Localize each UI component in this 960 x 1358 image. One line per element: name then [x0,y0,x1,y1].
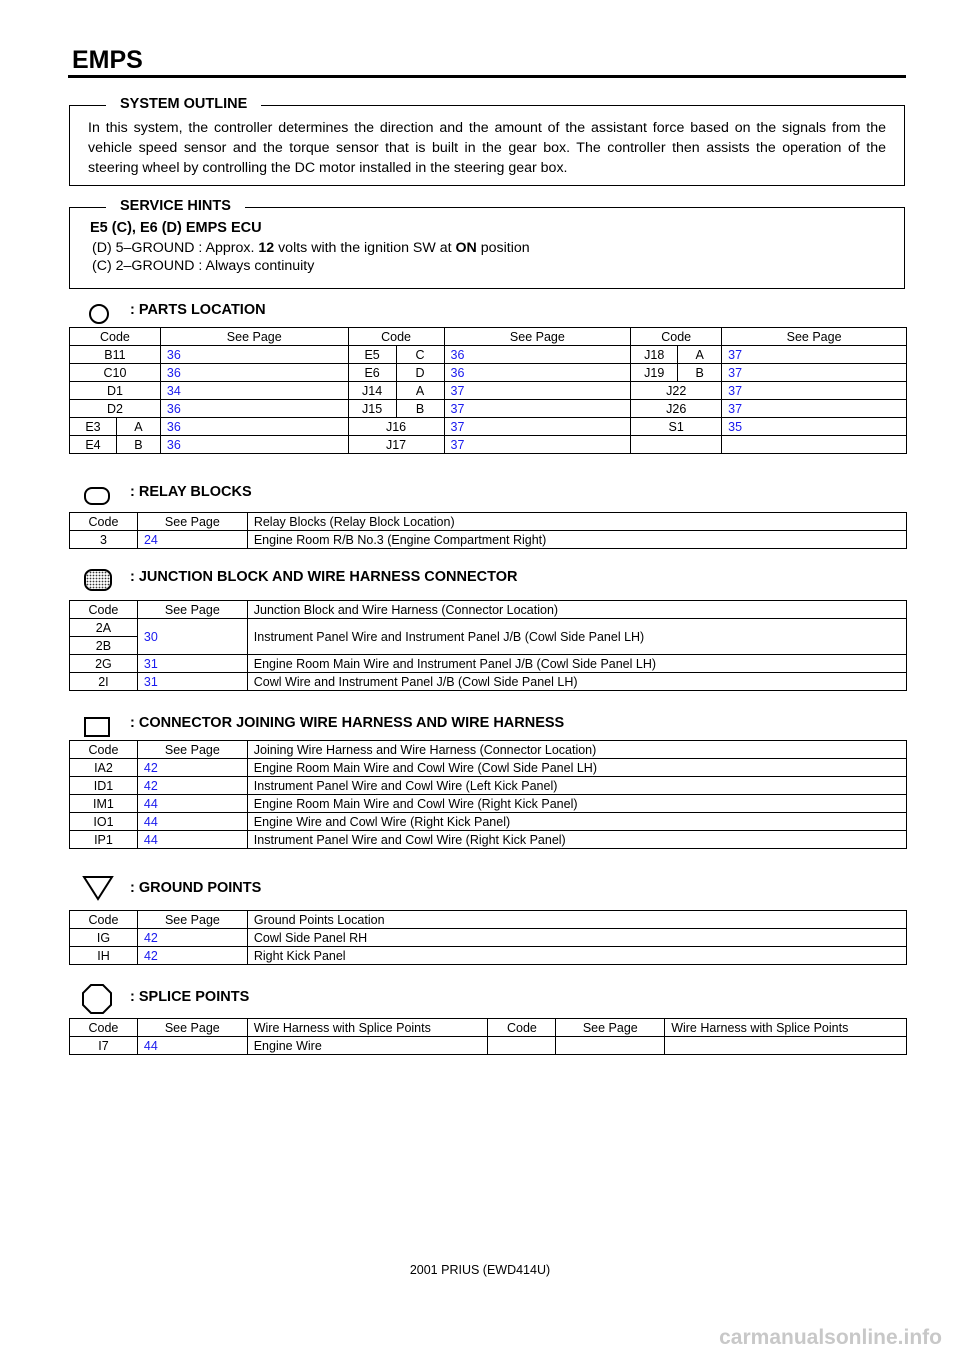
location-cell: Instrument Panel Wire and Cowl Wire (Left Kick Panel) [247,777,906,795]
hint-text: position [476,240,530,256]
table-row [70,813,907,831]
see-page-link[interactable]: 37 [444,382,631,400]
part-code: J17 [348,436,444,454]
column-header: Code [631,328,722,346]
see-page-link[interactable]: 31 [137,673,247,691]
column-header: See Page [137,601,247,619]
column-header: See Page [137,513,247,531]
column-header: Code [70,911,138,929]
part-connector-letter: B [116,436,160,454]
see-page-link[interactable]: 36 [160,400,348,418]
column-header: Code [70,601,138,619]
code-cell: 3 [70,531,138,549]
location-cell: Engine Room Main Wire and Cowl Wire (Cowl Side Panel LH) [247,759,906,777]
column-header: Joining Wire Harness and Wire Harness (Connector Location) [247,741,906,759]
part-code: J14 [348,382,396,400]
see-page-link[interactable]: 44 [137,813,247,831]
parts-location-table [69,327,907,454]
column-header: Code [70,1019,138,1037]
code-cell: IP1 [70,831,138,849]
part-code: D1 [70,382,161,400]
see-page-link[interactable]: 44 [137,831,247,849]
table-header-row [70,513,907,531]
hint-text: (D) 5–GROUND : Approx. [92,240,259,256]
column-header: Code [70,741,138,759]
location-cell [665,1037,907,1055]
table-row [70,759,907,777]
code-cell: ID1 [70,777,138,795]
part-connector-letter: D [396,364,444,382]
service-hints-ecu: E5 (C), E6 (D) EMPS ECU [90,220,262,236]
part-code: E5 [348,346,396,364]
column-header: Code [348,328,444,346]
relay-block-icon [83,486,111,506]
junction-block-heading: : JUNCTION BLOCK AND WIRE HARNESS CONNECTOR [130,569,518,585]
part-code: D2 [70,400,161,418]
see-page-link[interactable]: 36 [160,436,348,454]
part-code [631,436,722,454]
splice-point-icon [81,983,113,1015]
location-cell: Cowl Wire and Instrument Panel J/B (Cowl Side Panel LH) [247,673,906,691]
service-hints-label: SERVICE HINTS [106,198,245,214]
ground-point-icon [81,874,115,902]
code-cell: IH [70,947,138,965]
part-code: J19 [631,364,678,382]
table-row [70,531,907,549]
ground-points-heading: : GROUND POINTS [130,880,262,896]
see-page-link[interactable]: 42 [137,759,247,777]
see-page-link[interactable]: 35 [722,418,907,436]
see-page-link[interactable]: 24 [137,531,247,549]
table-row [70,1037,907,1055]
location-cell: Instrument Panel Wire and Cowl Wire (Right Kick Panel) [247,831,906,849]
relay-blocks-heading: : RELAY BLOCKS [130,484,252,500]
see-page-link[interactable]: 37 [722,346,907,364]
column-header: See Page [137,741,247,759]
code-cell: 2I [70,673,138,691]
part-code: E6 [348,364,396,382]
part-connector-letter: B [396,400,444,418]
part-code: C10 [70,364,161,382]
column-header: Ground Points Location [247,911,906,929]
table-row [70,418,907,436]
location-cell: Engine Wire [247,1037,488,1055]
part-connector-letter: A [396,382,444,400]
see-page-link[interactable]: 30 [137,619,247,655]
table-row [70,795,907,813]
connector-table [69,740,907,849]
location-cell: Engine Room Main Wire and Instrument Panel J/B (Cowl Side Panel LH) [247,655,906,673]
table-row [70,929,907,947]
system-outline-label: SYSTEM OUTLINE [106,96,261,112]
see-page-link[interactable]: 36 [160,364,348,382]
column-header: Junction Block and Wire Harness (Connector Location) [247,601,906,619]
see-page-link[interactable]: 42 [137,777,247,795]
location-cell: Right Kick Panel [247,947,906,965]
table-row [70,619,907,637]
page-footer: 2001 PRIUS (EWD414U) [409,1263,551,1277]
table-row [70,947,907,965]
location-cell: Engine Wire and Cowl Wire (Right Kick Panel) [247,813,906,831]
column-header: Wire Harness with Splice Points [665,1019,907,1037]
column-header: See Page [722,328,907,346]
watermark: carmanualsonline.info [719,1326,942,1349]
table-header-row [70,601,907,619]
column-header: Wire Harness with Splice Points [247,1019,488,1037]
table-row [70,436,907,454]
table-row [70,673,907,691]
location-cell: Cowl Side Panel RH [247,929,906,947]
junction-block-table [69,600,907,691]
part-code: J18 [631,346,678,364]
see-page-link[interactable]: 44 [137,1037,247,1055]
part-code: B11 [70,346,161,364]
junction-block-icon [83,568,113,592]
part-code: J15 [348,400,396,418]
table-row [70,400,907,418]
column-header: Code [70,328,161,346]
connector-icon [83,716,111,738]
table-header-row [70,1019,907,1037]
see-page-link[interactable]: 37 [444,418,631,436]
hint-on: ON [455,240,477,256]
location-cell: Instrument Panel Wire and Instrument Panel J/B (Cowl Side Panel LH) [247,619,906,655]
see-page-link [556,1037,665,1055]
part-connector-letter: A [678,346,722,364]
column-header: See Page [444,328,631,346]
table-row [70,382,907,400]
table-row [70,364,907,382]
part-connector-letter: A [116,418,160,436]
code-cell: IO1 [70,813,138,831]
see-page-link[interactable]: 44 [137,795,247,813]
see-page-link[interactable]: 42 [137,947,247,965]
parts-location-heading: : PARTS LOCATION [130,302,266,318]
part-code: S1 [631,418,722,436]
relay-blocks-table [69,512,907,549]
column-header: Relay Blocks (Relay Block Location) [247,513,906,531]
code-cell: 2G [70,655,138,673]
column-header: See Page [137,1019,247,1037]
see-page-link[interactable]: 31 [137,655,247,673]
title-rule [68,75,906,78]
part-code: J16 [348,418,444,436]
part-connector-letter: B [678,364,722,382]
table-header-row [70,911,907,929]
see-page-link[interactable]: 37 [444,400,631,418]
table-header-row [70,741,907,759]
code-cell: IG [70,929,138,947]
location-cell: Engine Room R/B No.3 (Engine Compartment Right) [247,531,906,549]
service-hint-line-2: (C) 2–GROUND : Always continuity [92,258,315,274]
table-header-row [70,328,907,346]
location-cell: Engine Room Main Wire and Cowl Wire (Right Kick Panel) [247,795,906,813]
splice-points-table [69,1018,907,1055]
ground-points-table [69,910,907,965]
service-hint-line-1 [92,240,530,256]
table-row [70,831,907,849]
page-title: EMPS [72,46,143,74]
connector-heading: : CONNECTOR JOINING WIRE HARNESS AND WIRE HARNESS [130,715,565,731]
see-page-link[interactable]: 36 [444,346,631,364]
column-header: Code [488,1019,556,1037]
part-code: E4 [70,436,117,454]
see-page-link[interactable]: 37 [444,436,631,454]
see-page-link[interactable]: 37 [722,364,907,382]
system-outline-text: In this system, the controller determines the direction and the amount of the assistant force based on the signals from the vehicle speed sensor and the torque sensor that is built in the gear box. The controller then assists the operation of the steering wheel by controlling the DC motor installed in the steering gear box. [88,120,886,176]
code-cell: 2B [70,637,138,655]
column-header: See Page [556,1019,665,1037]
parts-location-icon [88,303,110,325]
part-connector-letter: C [396,346,444,364]
see-page-link[interactable]: 36 [160,418,348,436]
see-page-link[interactable]: 37 [722,382,907,400]
column-header: See Page [137,911,247,929]
code-cell: IM1 [70,795,138,813]
see-page-link[interactable]: 42 [137,929,247,947]
see-page-link[interactable]: 34 [160,382,348,400]
see-page-link[interactable]: 36 [444,364,631,382]
table-row [70,346,907,364]
part-code: E3 [70,418,117,436]
hint-text: volts with the ignition SW at [274,240,456,256]
code-cell [488,1037,556,1055]
part-code: J22 [631,382,722,400]
see-page-link[interactable]: 37 [722,400,907,418]
hint-voltage: 12 [258,240,275,256]
code-cell: 2A [70,619,138,637]
code-cell: I7 [70,1037,138,1055]
code-cell: IA2 [70,759,138,777]
part-code: J26 [631,400,722,418]
see-page-link[interactable]: 36 [160,346,348,364]
see-page-link [722,436,907,454]
table-row [70,777,907,795]
column-header: Code [70,513,138,531]
table-row [70,655,907,673]
column-header: See Page [160,328,348,346]
splice-points-heading: : SPLICE POINTS [130,989,250,1005]
